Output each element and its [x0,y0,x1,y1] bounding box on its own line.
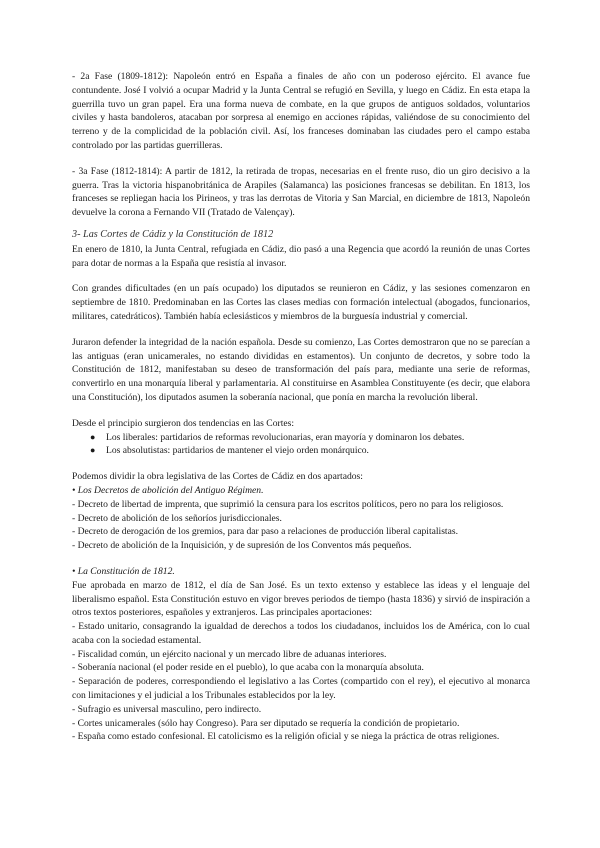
aportacion-item: - Fiscalidad común, un ejército nacional y un mercado libre de aduanas interiores. [72,648,387,660]
paragraph-regencia: En enero de 1810, la Junta Central, refugiada en Cádiz, dio pasó a una Regencia que acordó la reunión de unas Cortes para dotar de normas a la España que resistía al invasor. [72,243,530,269]
aportacion-item: - Sufragio es universal masculino, pero indirecto. [72,703,262,715]
aportacion-item: - Separación de poderes, correspondiendo el legislativo a las Cortes (compartido con el rey), el ejecutivo al monarca con limitaciones y el judicial a los Tribunales establecidos por la ley. [72,676,530,702]
decreto-item: - Decreto de abolición de los señoríos jurisdiccionales. [72,512,282,524]
list-item-text: Los liberales: partidarios de reformas revolucionarias, eran mayoría y dominaron los debates. [106,431,465,443]
tendencias-list [72,431,530,459]
subheading-constitucion: • La Constitución de 1812. [72,565,175,577]
document-page [72,70,530,744]
decreto-item: - Decreto de derogación de los gremios, para dar paso a relaciones de producción liberal capitalistas. [72,526,458,538]
aportacion-item: - España como estado confesional. El catolicismo es la religión oficial y se niega la práctica de otras religiones. [72,731,500,743]
paragraph-fase-2: - 2a Fase (1809-1812): Napoleón entró en España a finales de año con un poderoso ejército. El avance fue contundente. José I volvió a ocupar Madrid y la Junta Central se refugió en Sevilla, y luego en Cádiz. En esta etapa la guerrilla tuvo un gran papel. Era una forma nueva de combate, en la que grupos de antiguos soldados, voluntarios civiles y hasta bandoleros, atacaban por sorpresa al enemigo en acciones rápidas, valiéndose de su conocimiento del terreno y de la complicidad de la población civil. Así, los franceses dominaban las ciudades pero el campo estaba controlado por las partidas guerrilleras. [72,71,530,151]
bullet-icon: ● [90,431,96,442]
subheading-decretos: • Los Decretos de abolición del Antiguo Régimen. [72,484,264,496]
paragraph-juraron: Juraron defender la integridad de la nación española. Desde su comienzo, Las Cortes demostraron que no se parecían a las antiguas (eran unicamerales, no estando divididas en estamentos). Un conjunto de decretos, y sobre todo la Constitución de 1812, manifestaban su deseo de transformación del país para, mediante una serie de reformas, convertirlo en una monarquía liberal y parlamentaria. Al constituirse en Asamblea Constituyente (es decir, que elabora una Constitución), los diputados asumen la soberanía nacional, que ponía en marcha la revolución liberal. [72,336,530,403]
paragraph-obra-intro: Podemos dividir la obra legislativa de las Cortes de Cádiz en dos apartados: [72,471,363,483]
paragraph-constitucion: Fue aprobada en marzo de 1812, el día de San José. Es un texto extenso y establece las ideas y el lenguaje del liberalismo español. Esta Constitución estuvo en vigor breves periodos de tiempo (hasta 1836) y sirvió de inspiración a otros textos posteriores, españoles y extranjeros. Las principales aportaciones: [72,579,530,619]
aportacion-item: - Soberanía nacional (el poder reside en el pueblo), lo que acaba con la monarquía absoluta. [72,662,424,674]
decreto-item: - Decreto de abolición de la Inquisición, y de supresión de los Conventos más pequeños. [72,540,412,552]
section-heading-cortes-cadiz: 3- Las Cortes de Cádiz y la Constitución de 1812 [72,228,274,240]
aportacion-item: - Estado unitario, consagrando la igualdad de derechos a todos los ciudadanos, incluidos los de América, con lo cual acaba con la sociedad estamental. [72,621,530,646]
paragraph-diputados: Con grandes dificultades (en un país ocupado) los diputados se reunieron en Cádiz, y las sesiones comenzaron en septiembre de 1810. Predominaban en las Cortes las clases medias con formación intelectual (abogados, funcionarios, militares, catedráticos). También había eclesiásticos y miembros de la burguesía industrial y comercial. [72,283,530,322]
list-item-liberales [90,431,530,445]
list-item-text: Los absolutistas: partidarios de mantener el viejo orden monárquico. [106,445,369,457]
paragraph-fase-3: - 3a Fase (1812-1814): A partir de 1812, la retirada de tropas, necesarias en el frente ruso, dio un giro decisivo a la guerra. Tras la victoria hispanobritánica de Arapiles (Salamanca) las posiciones francesas se debilitan. En 1813, los franceses se repliegan hacia los Pirineos, y tras las derrotas de Vitoria y San Marcial, en diciembre de 1813, Napoleón devuelve la corona a Fernando VII (Tratado de Valençay). [72,165,530,219]
list-item-absolutistas [90,444,530,458]
aportacion-item: - Cortes unicamerales (sólo hay Congreso). Para ser diputado se requería la condición de propietario. [72,717,460,729]
bullet-icon: ● [90,445,96,456]
decreto-item: - Decreto de libertad de imprenta, que suprimió la censura para los escritos políticos, pero no para los religiosos. [72,498,504,510]
paragraph-tendencias-intro: Desde el principio surgieron dos tendencias en las Cortes: [72,417,295,429]
